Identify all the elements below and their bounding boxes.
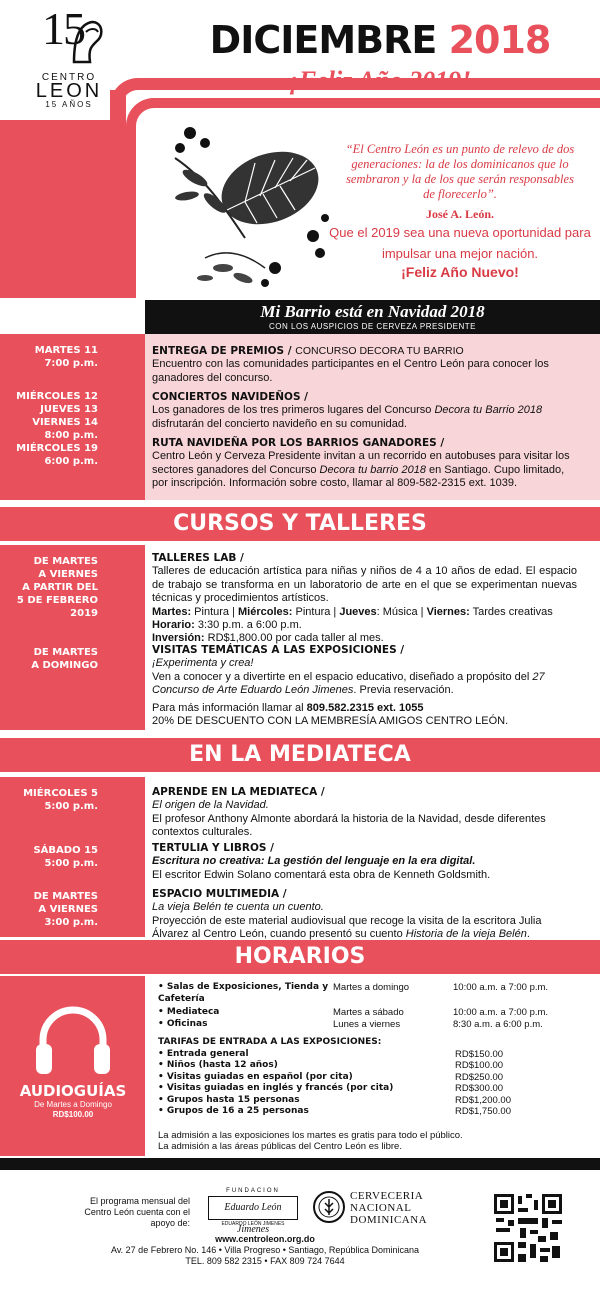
intro-greeting: ¡Feliz Año Nuevo!: [401, 264, 519, 280]
info-phone: 809.582.2315 ext. 1055: [306, 702, 424, 714]
inversion-label: Inversión:: [152, 632, 205, 645]
item-heading: VISITAS TEMÁTICAS A LAS EXPOSICIONES /: [152, 644, 405, 656]
horario-row: [158, 1019, 588, 1031]
item-body-italic: Decora tu Barrio 2018: [434, 404, 543, 417]
intro-message: Que el 2019 sea una nueva oportunidad para impulsar una mejor nación.: [329, 225, 591, 261]
cerveceria-line-1: CERVECERIA: [350, 1190, 424, 1202]
days-jueves-label: Jueves: [339, 605, 377, 618]
tarifa-label: Niños (hasta 12 años): [166, 1060, 278, 1070]
item-body-italic: Historia de la vieja Belén: [405, 928, 527, 941]
days-jueves-value: : Música |: [376, 605, 427, 618]
cursos-date-1: DE MARTES A VIERNES A PARTIR DEL 5 DE FEBRERO 2019: [16, 556, 98, 619]
item-body: Talleres de educación artística para niñas y niños de 4 a 10 años de edad. El espacio de trabajo se transforma en un laboratorio de arte en el que se experimentan nuevas técnicas y procedimientos artísticos.: [152, 565, 577, 605]
item-heading: TERTULIA Y LIBROS /: [152, 842, 274, 854]
title-year: 2018: [448, 18, 551, 62]
logo-centro-text: CENTRO: [41, 72, 97, 83]
cursos-item-talleres: [152, 552, 577, 646]
audioguias-title: AUDIOGUÍAS: [19, 1082, 127, 1100]
tarifa-price: RD$150.00: [455, 1048, 504, 1060]
barrio-item-conciertos: [152, 391, 577, 431]
tarifa-price: RD$1,200.00: [455, 1094, 511, 1106]
membership-discount: 20% DE DESCUENTO CON LA MEMBRESÍA AMIGOS CENTRO LEÓN.: [152, 715, 509, 728]
footer-phone: TEL. 809 582 2315 • FAX 809 724 7644: [185, 1256, 345, 1266]
horario-time: 10:00 a.m. a 7:00 p.m.: [453, 1007, 549, 1018]
mediateca-item-aprende: [152, 786, 577, 840]
horario-place: • Mediateca: [158, 1007, 220, 1017]
page-subtitle: ¡Feliz Año 2019!: [288, 66, 472, 95]
mediateca-date-3: DE MARTES A VIERNES 3:00 p.m.: [33, 891, 98, 928]
title-month: DICIEMBRE: [209, 18, 437, 62]
tarifas-title: TARIFAS DE ENTRADA A LAS EXPOSICIONES:: [158, 1037, 382, 1047]
item-heading: ENTREGA DE PREMIOS /: [152, 345, 296, 357]
item-heading: CONCIERTOS NAVIDEÑOS /: [152, 391, 309, 403]
item-body: El profesor Anthony Almonte abordará la historia de la Navidad, desde diferentes contextos culturales.: [152, 812, 546, 839]
cerveceria-line-2: NACIONAL: [350, 1202, 412, 1214]
tarifa-row: • Niños (hasta 12 años) RD$100.00: [158, 1060, 504, 1071]
logo-anos-text: 15 AÑOS: [45, 100, 93, 109]
tarifa-row: • Visitas guiadas en inglés y francés (por cita) RD$300.00: [158, 1083, 504, 1094]
cursos-date-2: DE MARTES A DOMINGO: [31, 647, 98, 671]
horario-days: Martes a sábado: [333, 1007, 404, 1018]
logo-number: 15: [42, 3, 84, 54]
horarios-list: [158, 982, 588, 1030]
days-viernes-value: Tardes creativas: [469, 605, 553, 618]
horario-place: • Oficinas: [158, 1018, 208, 1029]
item-body-end: disfrutarán del concierto navideño en su comunidad.: [152, 417, 407, 430]
barrio-sponsor: CON LOS AUSPICIOS DE CERVEZA PRESIDENTE: [269, 322, 476, 331]
item-body: Encuentro con las comunidades participantes en el Centro León para conocer los ganadores del concurso.: [152, 358, 549, 384]
info-text: Para más información llamar al: [152, 702, 307, 714]
item-body: Centro León y Cerveza Presidente invitan a un recorrido en autobuses para visitar los sectores ganadores del Concurso: [152, 450, 570, 476]
audioguias-days: De Martes a Domingo: [34, 1100, 112, 1109]
tarifa-label: Visitas guiadas en inglés y francés (por cita): [166, 1083, 394, 1093]
footer-address: Av. 27 de Febrero No. 146 • Villa Progreso • Santiago, República Dominicana: [111, 1245, 419, 1255]
headphones-icon: [28, 1000, 118, 1080]
barrio-item-premios: [152, 345, 577, 385]
horario-days: Lunes a viernes: [333, 1018, 401, 1030]
cerveceria-line-3: DOMINICANA: [350, 1214, 428, 1226]
item-heading: ESPACIO MULTIMEDIA /: [152, 888, 287, 900]
tarifa-row: • Grupos de 16 a 25 personas RD$1,750.00: [158, 1106, 511, 1117]
tarifa-row: • Entrada general RD$150.00: [158, 1048, 504, 1060]
barrio-date-1: MARTES 11 7:00 p.m.: [34, 345, 98, 369]
horario-row: [158, 982, 588, 1005]
tarifa-label: Grupos hasta 15 personas: [166, 1094, 300, 1105]
item-heading-rest: CONCURSO DECORA TU BARRIO: [295, 345, 464, 357]
barrio-date-2: MIÉRCOLES 12 JUEVES 13 VIERNES 14 8:00 p.m. MIÉRCOLES 19 6:00 p.m.: [16, 391, 98, 467]
tarifa-price: RD$250.00: [455, 1071, 504, 1083]
lion-logo-icon: [70, 18, 104, 66]
leaves-illustration-icon: [165, 118, 335, 293]
logo-leon-text: LEON: [35, 80, 103, 102]
item-subheading: El origen de la Navidad.: [152, 799, 269, 812]
tarifa-row: • Visitas guiadas en español (por cita) RD$250.00: [158, 1071, 504, 1083]
barrio-item-ruta: [152, 437, 577, 491]
tarifa-label: Visitas guiadas en español (por cita): [166, 1071, 353, 1082]
item-body-italic: 27 Concurso de Arte Eduardo León Jimenes: [152, 670, 545, 697]
horario-place-text: Salas de Exposiciones, Tienda y Cafetería: [158, 982, 329, 1004]
days-martes-value: Pintura |: [191, 605, 239, 618]
item-body-italic: Decora tu barrio 2018: [319, 463, 426, 476]
frame-left-vertical: [110, 90, 126, 298]
days-miercoles-value: Pintura |: [292, 605, 340, 618]
fundacion-logo: [208, 1188, 298, 1235]
tarifa-price: RD$300.00: [455, 1083, 504, 1094]
horario-row: [158, 1007, 588, 1019]
cerveceria-seal-icon: [312, 1190, 346, 1224]
audioguias-price: RD$100.00: [52, 1110, 94, 1119]
mediateca-date-1: MIÉRCOLES 5 5:00 p.m.: [23, 788, 98, 812]
tarifas-note-1: La admisión a las exposiciones los martes es gratis para todo el público.: [158, 1129, 463, 1141]
footer-contact: [90, 1234, 440, 1267]
item-heading: TALLERES LAB /: [152, 552, 244, 564]
horario-label: Horario:: [152, 619, 195, 632]
horario-place-text: Oficinas: [166, 1018, 208, 1029]
horario-value: 3:30 p.m. a 6:00 p.m.: [194, 619, 302, 632]
item-subheading: Escritura no creativa: La gestión del lenguaje en la era digital.: [152, 855, 476, 868]
section-heading-horarios: HORARIOS: [0, 940, 600, 974]
horario-time: 10:00 a.m. a 7:00 p.m.: [453, 982, 549, 993]
item-body: Ven a conocer y a divertirte en el espacio educativo, diseñado a propósito del: [152, 670, 533, 683]
section-heading-mediateca: EN LA MEDIATECA: [0, 738, 600, 772]
cursos-item-visitas: [152, 644, 577, 698]
horario-place-text: Mediateca: [166, 1007, 220, 1017]
tarifa-row: • Grupos hasta 15 personas RD$1,200.00: [158, 1094, 511, 1106]
mediateca-date-2: SÁBADO 15 5:00 p.m.: [33, 845, 98, 869]
intro-quote: “El Centro León es un punto de relevo de dos generaciones: la de los dominicanos que lo sembraron y la de los que serán responsables de florecerlo”.: [345, 142, 575, 201]
tarifas-note-2: La admisión a las áreas públicas del Centro León es libre.: [158, 1141, 402, 1152]
qr-code-icon[interactable]: [492, 1192, 564, 1264]
horario-time: 8:30 a.m. a 6:00 p.m.: [453, 1018, 543, 1030]
page-title: [170, 18, 590, 62]
inversion-value: RD$1,800.00 por cada taller al mes.: [204, 632, 384, 645]
tarifa-price: RD$1,750.00: [455, 1106, 511, 1117]
barrio-banner: [145, 300, 600, 334]
footer-website[interactable]: www.centroleon.org.do: [215, 1234, 315, 1244]
days-miercoles-label: Miércoles:: [238, 605, 293, 618]
item-body-end: . Previa reservación.: [353, 684, 454, 697]
cerveceria-text: [350, 1190, 427, 1226]
footer-support-text: El programa mensual del Centro León cuenta con el apoyo de:: [84, 1196, 190, 1228]
item-heading: APRENDE EN LA MEDIATECA /: [152, 786, 325, 798]
fundacion-sub: EDUARDO LEÓN JIMENES: [221, 1221, 285, 1227]
item-body: El escritor Edwin Solano comentará esta obra de Kenneth Goldsmith.: [152, 868, 491, 881]
mediateca-item-tertulia: [152, 842, 577, 882]
item-subheading: ¡Experimenta y crea!: [152, 657, 254, 670]
fundacion-label: FUNDACION: [226, 1188, 280, 1194]
fundacion-name: Eduardo León Jimenes: [208, 1196, 298, 1220]
item-subheading: La vieja Belén te cuenta un cuento.: [152, 901, 324, 914]
tarifa-price: RD$100.00: [455, 1060, 504, 1071]
cursos-info: [152, 702, 577, 729]
tarifa-label: Entrada general: [166, 1048, 249, 1059]
item-body-end: .: [526, 928, 530, 941]
item-body-end: en Santiago. Cupo limitado, por inscripción. Información sobre costo, llamar al 809-582-2315 ext. 1039.: [152, 463, 565, 490]
barrio-title: Mi Barrio está en Navidad 2018: [260, 302, 485, 321]
tarifas-block: [158, 1036, 588, 1153]
item-body: Proyección de este material audiovisual que recoge la visita de la escritora Julia Álvarez al Centro León, cuando presentó su cuento: [152, 914, 542, 941]
item-body: Los ganadores de los tres primeros lugares del Concurso: [152, 404, 435, 417]
mediateca-item-multimedia: [152, 888, 577, 942]
days-martes-label: Martes:: [152, 605, 192, 618]
horario-days: Martes a domingo: [333, 982, 410, 993]
days-viernes-label: Viernes:: [426, 605, 470, 618]
footer-divider: [0, 1158, 600, 1170]
section-heading-cursos: CURSOS Y TALLERES: [0, 507, 600, 541]
horario-place: • Salas de Exposiciones, Tienda y Cafetería: [158, 982, 329, 1004]
tarifa-label: Grupos de 16 a 25 personas: [166, 1106, 309, 1116]
intro-quote-author: José A. León.: [425, 207, 494, 221]
item-heading: RUTA NAVIDEÑA POR LOS BARRIOS GANADORES /: [152, 437, 445, 449]
